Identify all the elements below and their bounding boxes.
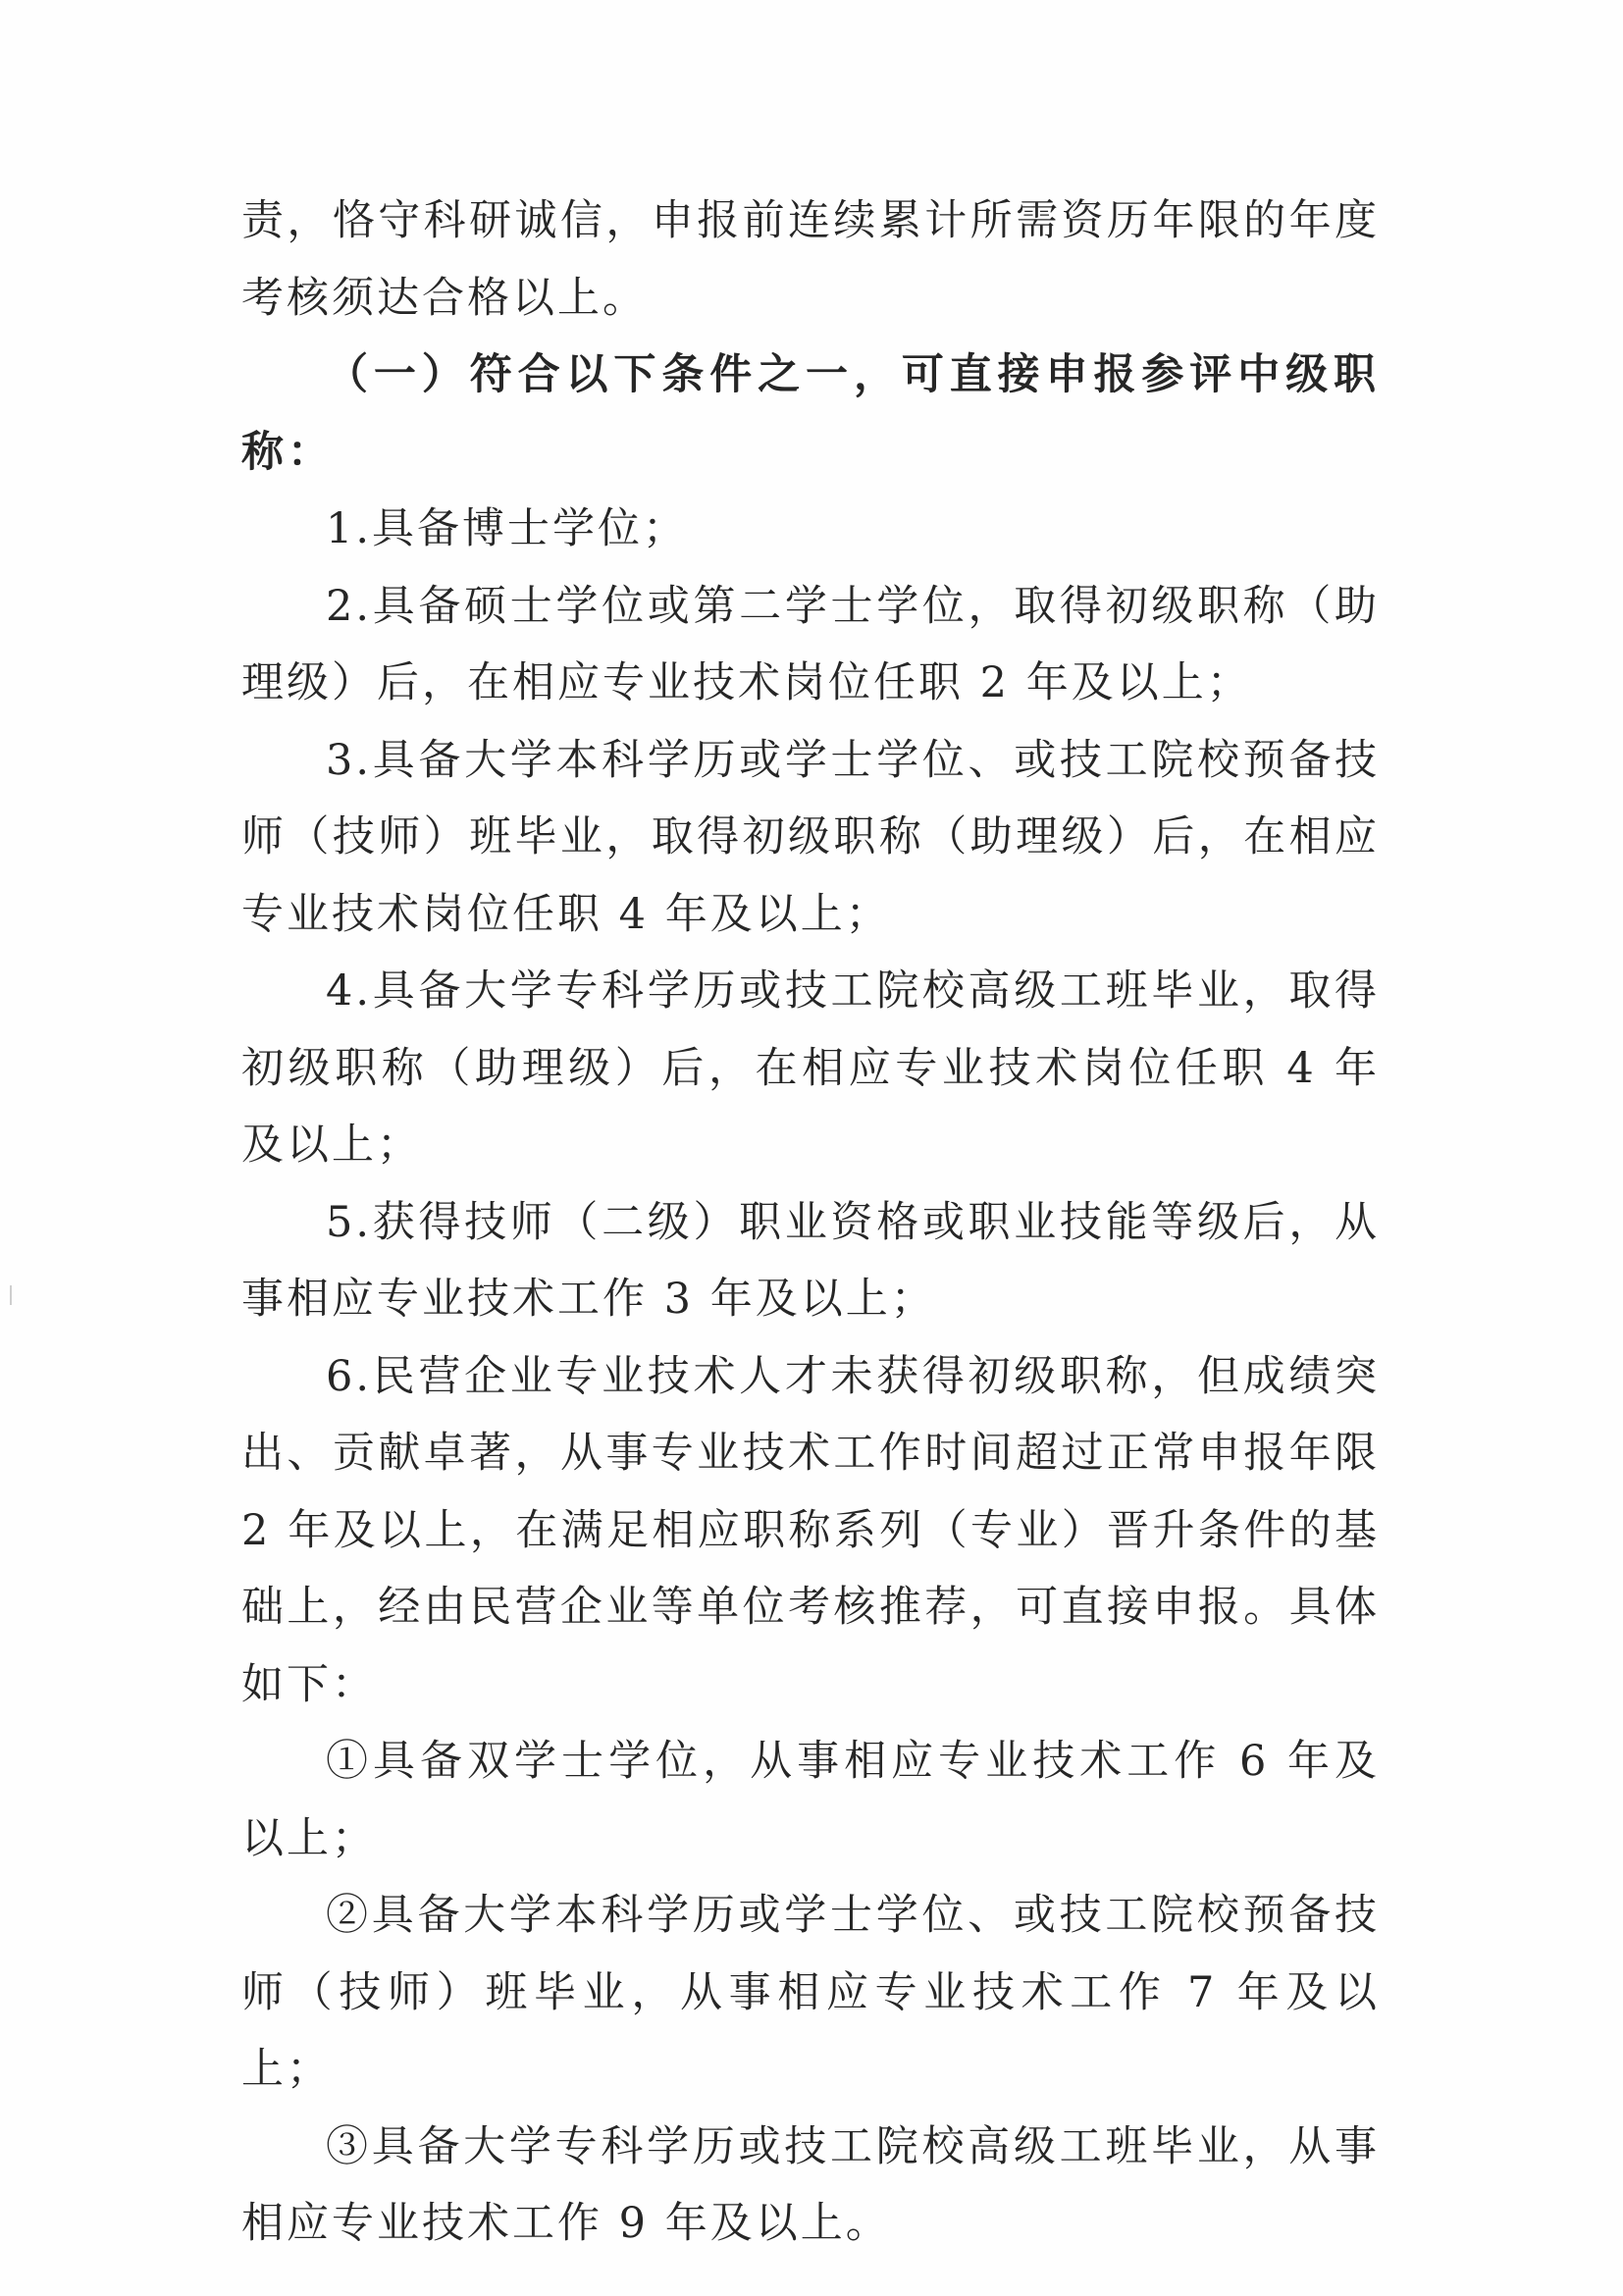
condition-item-1: 1.具备博士学位；	[326, 504, 689, 553]
sub-item-1: ①具备双学士学位，从事相应专业技术工作 6 年及以上；	[241, 1737, 1380, 1863]
condition-item-3: 3.具备大学本科学历或学士学位、或技工院校预备技师（技师）班毕业，取得初级职称（助理级）后，在相应专业技术岗位任职 4 年及以上；	[241, 735, 1380, 939]
condition-item-5: 5.获得技师（二级）职业资格或职业技能等级后，从事相应专业技术工作 3 年及以上；	[241, 1197, 1380, 1324]
section-heading: （一）符合以下条件之一，可直接申报参评中级职称：	[241, 350, 1380, 477]
paragraph-continuation: 责，恪守科研诚信，申报前连续累计所需资历年限的年度考核须达合格以上。	[241, 196, 1380, 323]
condition-item-4: 4.具备大学专科学历或技工院校高级工班毕业，取得初级职称（助理级）后，在相应专业技术岗位任职 4 年及以上；	[241, 966, 1380, 1170]
scan-artifact	[10, 1285, 12, 1305]
condition-item-6: 6.民营企业专业技术人才未获得初级职称，但成绩突出、贡献卓著，从事专业技术工作时间超过正常申报年限 2 年及以上，在满足相应职称系列（专业）晋升条件的基础上，经由民营企业等单位考核推荐，可直接申报。具体如下：	[241, 1351, 1380, 1709]
document-body	[241, 183, 1380, 2263]
sub-item-3: ③具备大学专科学历或技工院校高级工班毕业，从事相应专业技术工作 9 年及以上。	[241, 2121, 1380, 2248]
condition-item-2: 2.具备硕士学位或第二学士学位，取得初级职称（助理级）后，在相应专业技术岗位任职 2 年及以上；	[241, 581, 1380, 707]
sub-item-2: ②具备大学本科学历或学士学位、或技工院校预备技师（技师）班毕业，从事相应专业技术工作 7 年及以上；	[241, 1891, 1380, 2094]
